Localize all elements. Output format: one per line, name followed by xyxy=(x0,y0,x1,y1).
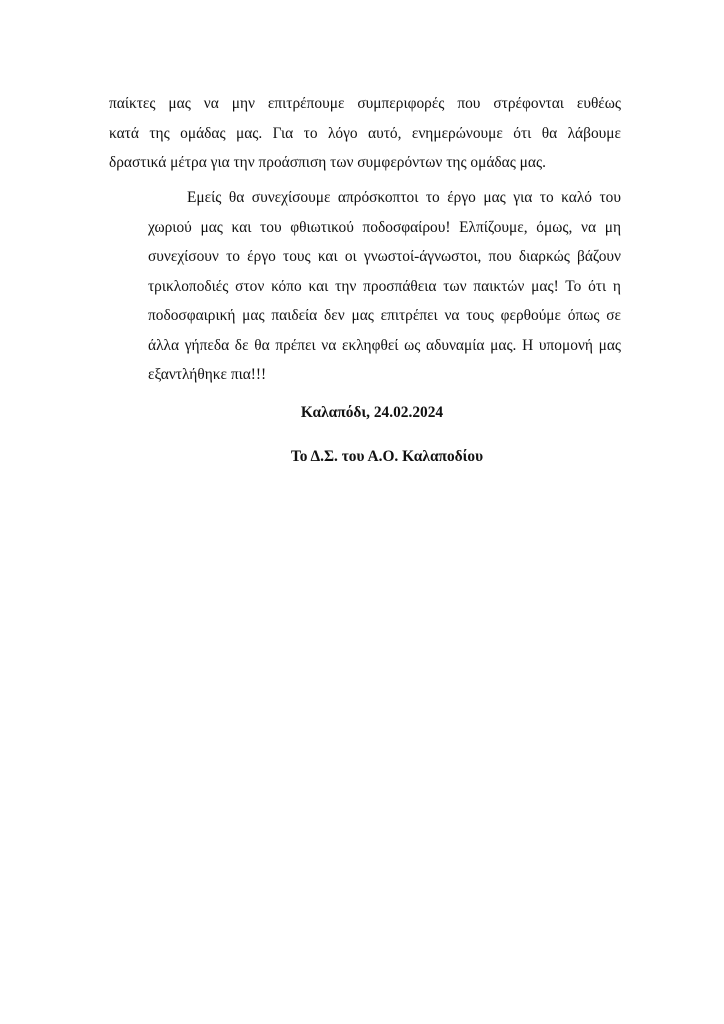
paragraph-main xyxy=(109,183,621,390)
text-line: δραστικά μέτρα για την προάσπιση των συμφερόντων της ομάδας μας. xyxy=(109,154,546,171)
text-line: παίκτες μας να μην επιτρέπουμε συμπεριφορές που στρέφονται ευθέως xyxy=(109,95,621,112)
text-line: τρικλοποδιές στον κόπο και την προσπάθεια των παικτών μας! Το ότι η xyxy=(148,277,621,295)
text-line: άλλα γήπεδα δε θα πρέπει να εκληφθεί ως αδυναμία μας. Η υπομονή μας xyxy=(148,336,621,354)
text-line: ποδοσφαιρική μας παιδεία δεν μας επιτρέπει να τους φερθούμε όπως σε xyxy=(148,307,621,324)
text-line: χωριού μας και του φθιωτικού ποδοσφαίρου! Ελπίζουμε, όμως, να μη xyxy=(148,218,621,236)
text-line: Εμείς θα συνεχίσουμε απρόσκοπτοι το έργο μας για το καλό του xyxy=(187,189,621,206)
signature-place-date: Καλαπόδι, 24.02.2024 xyxy=(300,404,444,421)
text-line: συνεχίσουν το έργο τους και οι γνωστοί-άγνωστοι, που διαρκώς βάζουν xyxy=(148,248,621,265)
paragraph-continuation xyxy=(109,89,621,178)
text-line: κατά της ομάδας μας. Για το λόγο αυτό, ενημερώνουμε ότι θα λάβουμε xyxy=(109,124,621,142)
signature-board: Το Δ.Σ. του Α.Ο. Καλαποδίου xyxy=(290,448,484,465)
text-line: εξαντλήθηκε πια!!! xyxy=(148,366,267,383)
